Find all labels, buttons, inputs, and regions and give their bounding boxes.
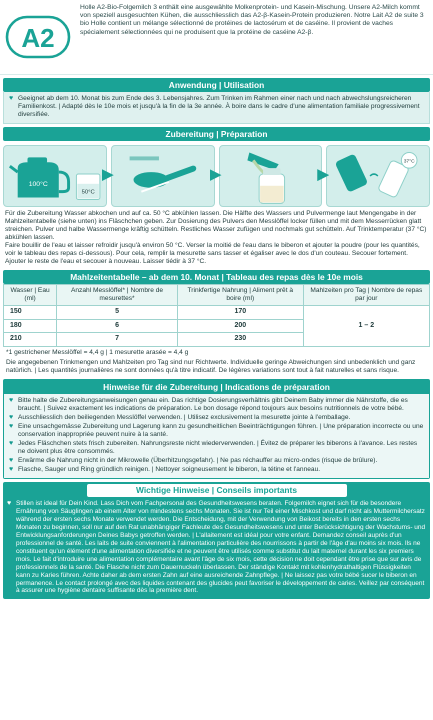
- prep-text: [0, 209, 433, 267]
- a2-logo-icon: [5, 13, 71, 61]
- cell-meals-per-day: 1 – 2: [303, 306, 429, 347]
- step-shake-cool: [326, 145, 430, 207]
- list-item: [9, 414, 424, 422]
- heart-icon: ♥: [9, 440, 14, 448]
- col-water: Wasser | Eau (ml): [4, 285, 57, 306]
- hints-title: Hinweise für die Zubereitung | Indications de préparation: [4, 380, 429, 394]
- temp-50: 50°C: [81, 189, 95, 196]
- hint-text: Erwärme die Nahrung nicht in der Mikrowelle (Überhitzungsgefahr). | Ne pas réchauffer au micro-ondes (risque de brûlure).: [18, 457, 378, 465]
- heart-icon: ♥: [9, 423, 14, 431]
- bottle-powder-illustration: [220, 146, 322, 206]
- hint-text: Ausschliesslich den beiliegenden Messlöffel verwenden. | Utilisez exclusivement la mesurette jointe à l'emballage.: [18, 414, 351, 422]
- important-box: [3, 482, 430, 599]
- usage-text: Geeignet ab dem 10. Monat bis zum Ende des 3. Lebensjahres. Zum Trinken im Rahmen einer nach und nach abwechslungsreicheren Familienkost. | Adapté dès le 10e mois et jusqu'à la fin de la 3e année. À boire dans le cadre d'une alimentation familiale progressivement diversifiée.: [18, 95, 420, 119]
- heart-icon: ♥: [9, 414, 14, 422]
- hints-list: [4, 394, 429, 478]
- heart-icon: ♥: [9, 95, 14, 102]
- meal-table: [3, 284, 430, 347]
- heart-icon: ♥: [9, 466, 14, 474]
- temp-37: 37°C: [403, 159, 415, 165]
- list-item: [9, 466, 424, 474]
- prep-title: Zubereitung | Préparation: [3, 127, 430, 141]
- usage-panel: [3, 92, 430, 124]
- meal-table-title: Mahlzeitentabelle – ab dem 10. Monat | Tableau des repas dès le 10e mois: [3, 270, 430, 284]
- hints-box: [3, 379, 430, 479]
- heart-icon: ♥: [9, 457, 14, 465]
- cell-ready: 200: [177, 319, 303, 333]
- list-item: [9, 440, 424, 456]
- intro-text: [76, 0, 433, 74]
- prep-text-de: Für die Zubereitung Wasser abkochen und auf ca. 50 °C abkühlen lassen. Die Hälfte des Wassers und Pulvermenge laut Mengengabe in der Mahlzeitentabelle (siehe unten) ins Fläschchen geben. Zur Dosierung des Pulvers den Messlöffel locker füllen und mit dem Messerrücken glatt streichen. Pulver und halbe Wassermenge kräftig schütteln. Restliches Wasser zufügen und nochmals gut schütteln. Auf Trinktemperatur (37 °C) abkühlen lassen.: [5, 210, 427, 242]
- scoop-illustration: [112, 146, 214, 206]
- list-item: [9, 423, 424, 439]
- cell-scoops: 6: [57, 319, 178, 333]
- col-scoops: Anzahl Messlöffel* | Nombre de mesurettes*: [57, 285, 178, 306]
- hint-text: Jedes Fläschchen stets frisch zubereiten. Nahrungsreste nicht wiederverwenden. | Évitez de préparer les biberons à l'avance. Les restes ne doivent plus être consommés.: [18, 440, 418, 456]
- cell-ready: 170: [177, 306, 303, 320]
- cell-water: 150: [4, 306, 57, 320]
- logo-text: A2: [21, 23, 55, 53]
- heart-icon: ♥: [9, 397, 14, 405]
- cell-water: 180: [4, 319, 57, 333]
- cell-scoops: 7: [57, 333, 178, 347]
- shake-bottle-illustration: [327, 146, 429, 206]
- prep-steps: [0, 141, 433, 209]
- col-meals: Mahlzeiten pro Tag | Nombre de repas par jour: [303, 285, 429, 306]
- step-boil-water: [3, 145, 107, 207]
- kettle-glass-illustration: [4, 146, 106, 206]
- table-disclaimer: Die angegebenen Trinkmengen und Mahlzeiten pro Tag sind nur Richtwerte. Individuelle geringe Abweichungen sind unbedenklich und ganz natürlich. | Les quantités journalières ne sont données qu'à titre indicatif. De légères variations sont tout à fait naturelles et sans risque.: [6, 359, 416, 375]
- step-fill-bottle: [219, 145, 323, 207]
- hint-text: Flasche, Sauger und Ring gründlich reinigen. | Nettoyer soigneusement le biberon, la tétine et l'anneau.: [18, 466, 321, 474]
- important-title: Wichtige Hinweise | Conseils importants: [87, 484, 347, 497]
- cell-scoops: 5: [57, 306, 178, 320]
- important-text: Stillen ist ideal für Dein Kind. Lass Dich vom Fachpersonal des Gesundheitswesens beraten. Folgemilch eignet sich für die besondere Ernährung von Säuglingen ab einem Alter von mindestens sechs Monaten. Sie ist nur Teil einer Mischkost und darf nicht als Muttermilchersatz während der ersten sechs Monate verwendet werden. Die Entscheidung, mit der Verwendung von Beikost bereits in den ersten sechs Monaten zu beginnen, soll nur auf den Rat unabhängiger Fachleute des Gesundheitswesens und unter Berücksichtigung der Wachstums- und Entwicklungsanforderungen Deines Babys getroffen werden. | L'allaitement est idéal pour votre enfant. Demandez conseil auprès d'un professionnel de santé. Les laits de suite conviennent à l'alimentation particulière des nourrissons à partir de l'âge d'au moins six mois. Ils ne constituent qu'un élément d'une alimentation diversifiée et ne peuvent être utilisés comme substitut du lait maternel durant les six premiers mois. Le fait d'introduire une alimentation complémentaire avant l'âge de six mois, cette décision ne doit cependant être prise que sur avis de professionnels de la santé. Die Flasche nicht zum Dauernuckeln überlassen. Der ständige Kontakt mit kohlenhydrathaltigen Flüssigkeiten kann zu Karies führen. Achte daher ab dem ersten Zahn auf eine ausreichende Zahnpflege. | Ne laissez pas votre bébé sucer le biberon en permanence. Le contact prolongé avec des liquides contenant des glucides peut favoriser le développement de caries. Veillez par conséquent à assurer une hygiène dentaire suffisante dès la première dent.: [16, 500, 426, 595]
- temp-100: 100°C: [28, 180, 48, 188]
- col-ready: Trinkfertige Nahrung | Aliment prêt à boire (ml): [177, 285, 303, 306]
- cell-water: 210: [4, 333, 57, 347]
- header: [0, 0, 433, 75]
- intro-fr: Notre Lait A2 de suite 3 bio Holle contient un mélange sélectionné de protéines de lactosérum et de caséine. Il provient de vaches spécialement sélectionnées qui ne produisent que la protéine de caséine A2-β.: [80, 12, 424, 36]
- heart-icon: ♥: [7, 500, 12, 508]
- a2-logo: [0, 0, 76, 74]
- cell-ready: 230: [177, 333, 303, 347]
- intro-de: Holle A2-Bio-Folgemilch 3 enthält eine ausgewählte Molkenprotein- und Kasein-Mischung. Unsere A2-Milch kommt von speziell ausgesuchten Kühen, die ausschliesslich das A2-β-Kasein-Protein produzieren.: [80, 4, 420, 20]
- prep-text-fr: Faire bouillir de l'eau et laisser refroidir jusqu'à environ 50 °C. Verser la moitié de l'eau dans le biberon et ajouter la poudre (pour les quantités, voir le tableau des repas ci-dessous). Pour cela, remplir la mesurette sans tasser et égaliser avec le dos d'un couteau. Secouer fortement. Ajouter le reste de l'eau et secouer à nouveau. Laisser tiédir à 37 °C.: [5, 242, 420, 266]
- list-item: [9, 397, 424, 413]
- table-row: [4, 306, 430, 320]
- list-item: [9, 457, 424, 465]
- hint-text: Bitte halte die Zubereitungsanweisungen genau ein. Das richtige Dosierungsverhältnis gibt Deinem Baby immer die Nährstoffe, die es braucht. | Suivez exactement les indications de préparation. Le bon dosage répond toujours aux besoins nutritionnels de votre bébé.: [18, 397, 408, 413]
- table-footnote: *1 gestrichener Messlöffel = 4,4 g | 1 mesurette arasée = 4,4 g: [6, 348, 189, 356]
- step-add-powder: [111, 145, 215, 207]
- usage-title: Anwendung | Utilisation: [3, 78, 430, 92]
- important-text-wrap: [7, 500, 426, 595]
- hint-text: Eine unsachgemässe Zubereitung und Lagerung kann zu gesundheitlichen Beeinträchtigungen führen. | Une préparation incorrecte ou une conservation inappropriée peuvent nuire à la santé.: [18, 423, 424, 439]
